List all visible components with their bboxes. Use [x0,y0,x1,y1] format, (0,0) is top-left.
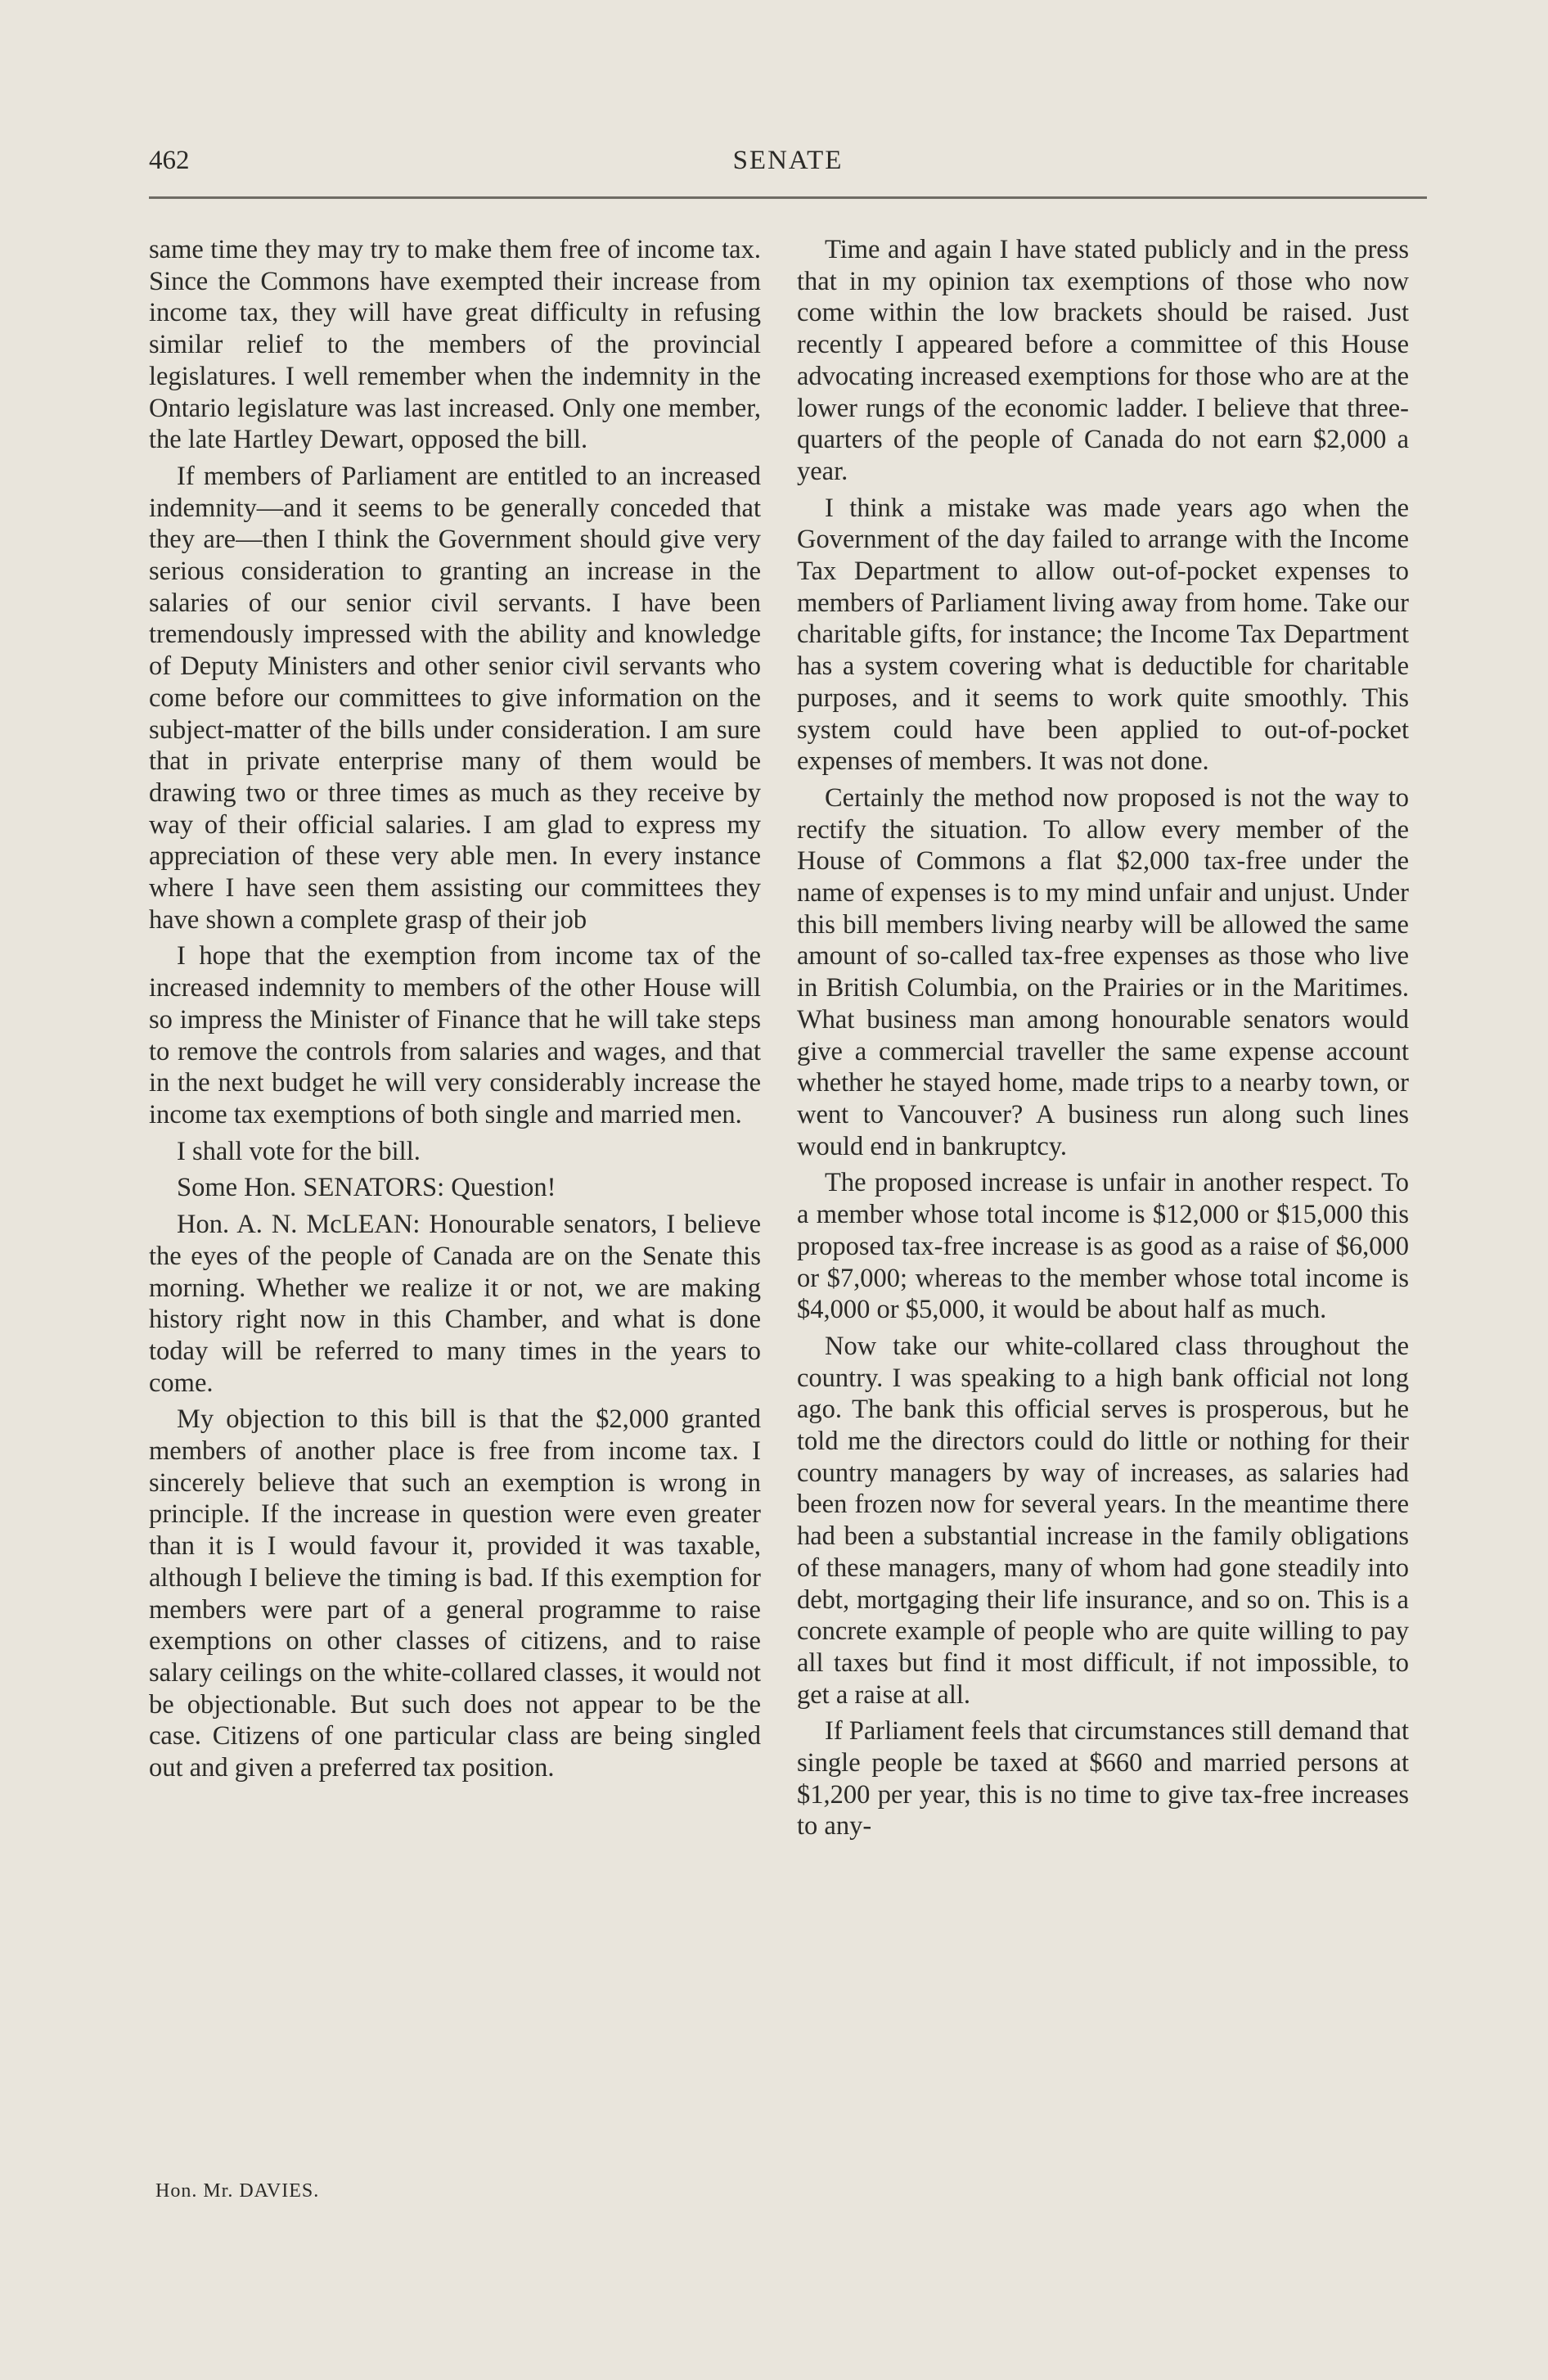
paragraph: Some Hon. SENATORS: Question! [177,1173,556,1203]
left-column [149,234,761,1789]
paragraph: The proposed increase is unfair in another respect. To a member whose total income is $12,000 or $15,000 this proposed tax-free increase is as good as a raise of $6,000 or $7,000; whereas to the member whose total income is $4,000 or $5,000, it would be about half as much. [797,1168,1409,1325]
paragraph: My objection to this bill is that the $2,000 granted members of another place is free from income tax. I sincerely believe that such an exemption is wrong in principle. If the increase in question were even greater than it is I would favour it, provided it was taxable, although I believe the timing is bad. If this exemption for members were part of a general programme to raise exemptions on other classes of citizens, and to raise salary ceilings on the white-collared classes, it would not be objectionable. But such does not appear to be the case. Citizens of one particular class are being singled out and given a preferred tax position. [149,1404,761,1783]
paragraph: Hon. A. N. McLEAN: Honourable senators, I believe the eyes of the people of Canada are on the Senate this morning. Whether we realize it or not, we are making history right now in this Chamber, and what is done today will be referred to many times in the years to come. [149,1210,761,1398]
paragraph: If Parliament feels that circumstances still demand that single people be taxed at $660 and married persons at $1,200 per year, this is no time to give tax-free increases to any- [797,1716,1409,1841]
paragraph: I hope that the exemption from income tax of the increased indemnity to members of the other House will so impress the Minister of Finance that he will take steps to remove the controls from salaries and wages, and that in the next budget he will very considerably increase the income tax exemptions of both single and married men. [149,941,761,1129]
page-number: 462 [149,146,190,175]
paragraph: same time they may try to make them free of income tax. Since the Commons have exempted their increase from income tax, they will have great difficulty in refusing similar relief to the members of the provincial legislatures. I well remember when the indemnity in the Ontario legislature was last increased. Only one member, the late Hartley Dewart, opposed the bill. [149,235,761,455]
paragraph: If members of Parliament are entitled to an increased indemnity—and it seems to be generally conceded that they are—then I think the Government should give very serious consideration to granting an increase in the salaries of our senior civil servants. I have been tremendously impressed with the ability and knowledge of Deputy Ministers and other senior civil servants who come before our committees to give information on the subject-matter of the bills under consideration. I am sure that in private enterprise many of them would be drawing two or three times as much as they receive by way of their official salaries. I am glad to express my appreciation of these very able men. In every instance where I have seen them assisting our committees they have shown a complete grasp of their job [149,461,761,935]
paragraph: Time and again I have stated publicly and in the press that in my opinion tax exemptions of those who now come within the low brackets should be raised. Just recently I appeared before a committee of this House advocating increased exemptions for those who are at the lower rungs of the economic ladder. I believe that three-quarters of the people of Canada do not earn $2,000 a year. [797,235,1409,486]
paragraph: Certainly the method now proposed is not the way to rectify the situation. To allow every member of the House of Commons a flat $2,000 tax-free under the name of expenses is to my mind unfair and unjust. Under this bill members living nearby will be allowed the same amount of so-called tax-free expenses as those who live in British Columbia, on the Prairies or in the Maritimes. What business man among honourable senators would give a commercial traveller the same expense account whether he stayed home, made trips to a nearby town, or went to Vancouver? A business run along such lines would end in bankruptcy. [797,782,1409,1161]
paragraph: I think a mistake was made years ago when the Government of the day failed to arrange with the Income Tax Department to allow out-of-pocket expenses to members of Parliament living away from home. Take our charitable gifts, for instance; the Income Tax Department has a system covering what is deductible for charitable purposes, and it seems to work quite smoothly. This system could have been applied to out-of-pocket expenses of members. It was not done. [797,493,1409,777]
right-column [797,234,1409,1847]
paragraph: Now take our white-collared class throughout the country. I was speaking to a high bank official not long ago. The bank this official serves is prosperous, but he told me the directors could do little or nothing for their country managers by way of increases, as salaries had been frozen now for several years. In the meantime there had been a substantial increase in the family obligations of these managers, many of whom had gone steadily into debt, mortgaging their life insurance, and so on. This is a concrete example of people who are quite willing to pay all taxes but find it most difficult, if not impossible, to get a raise at all. [797,1331,1409,1710]
header-rule [149,196,1427,199]
paragraph: I shall vote for the bill. [177,1136,421,1166]
page-header [149,146,1427,187]
running-head: SENATE [732,146,844,175]
footer-speaker-name: Hon. Mr. DAVIES. [155,2180,320,2202]
